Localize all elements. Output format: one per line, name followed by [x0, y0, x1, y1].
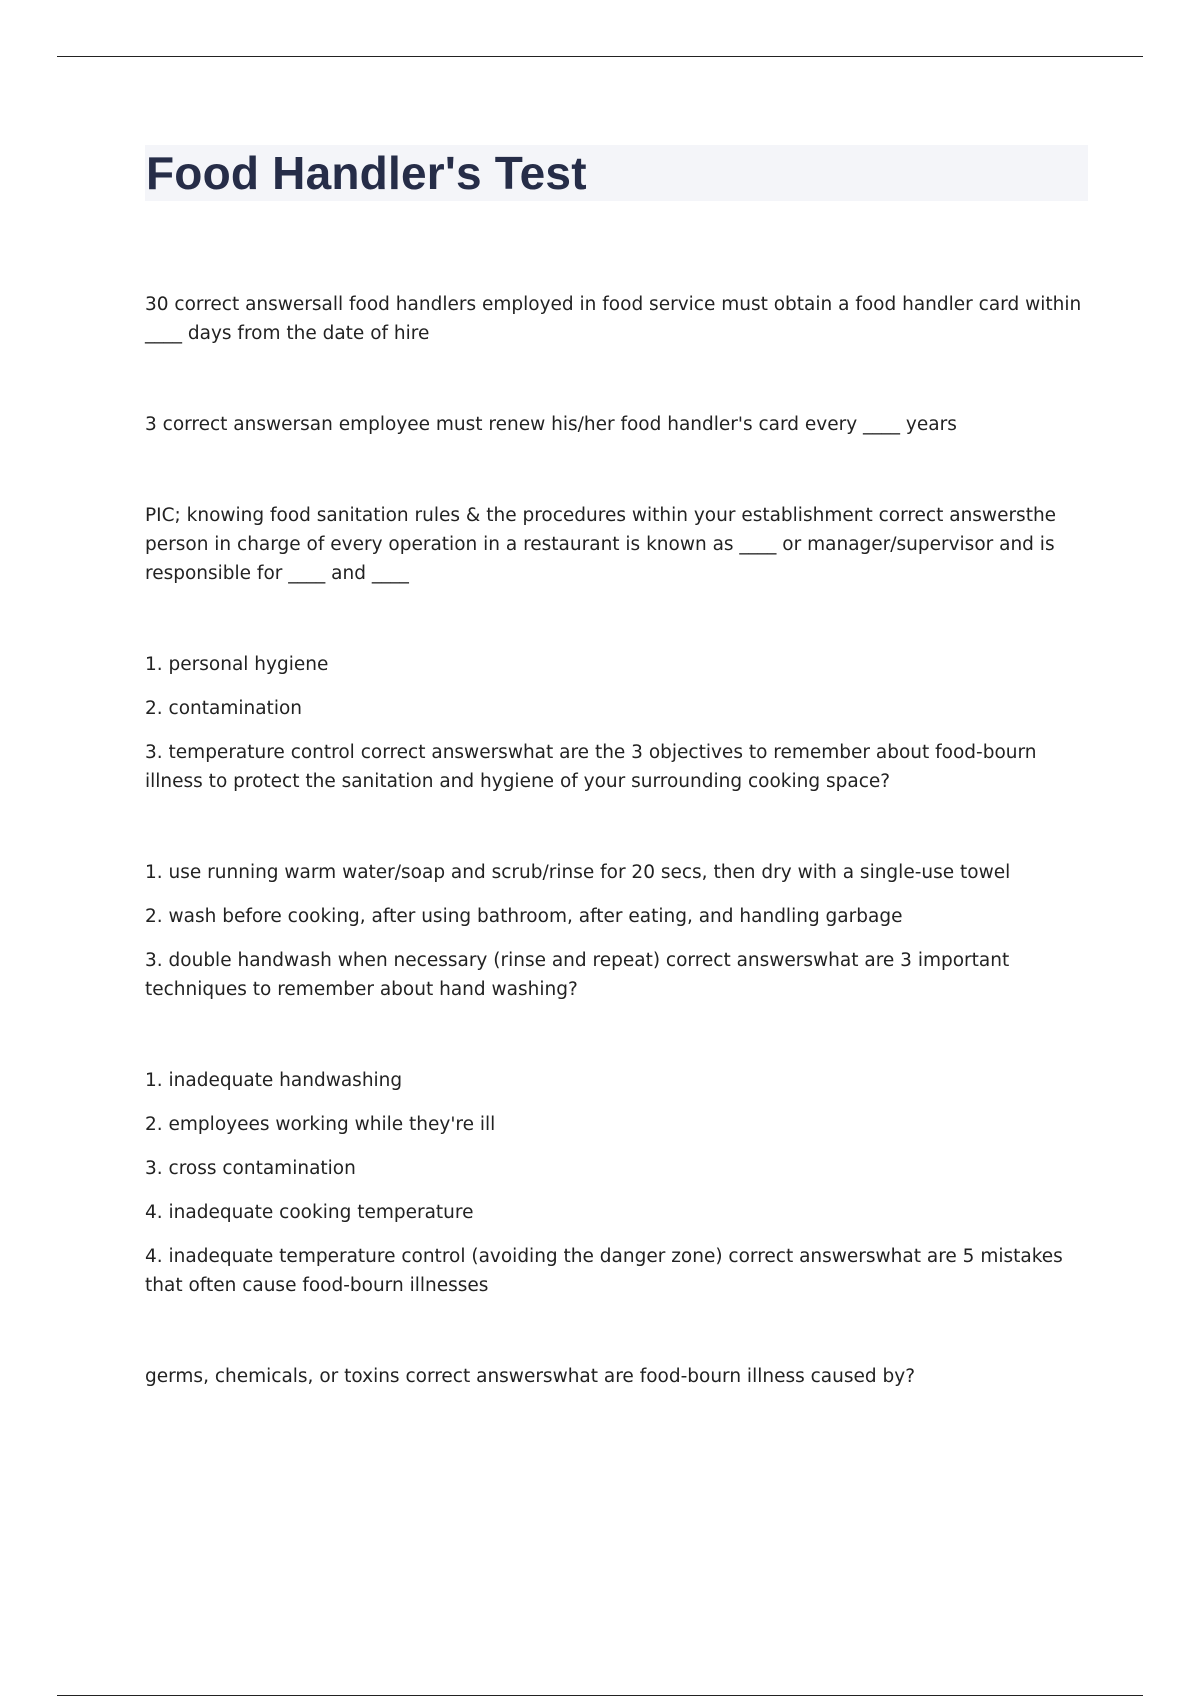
flashcard	[145, 410, 1090, 439]
card-line: 3. temperature control correct answerswhat are the 3 objectives to remember about food-bourn illness to protect the sanitation and hygiene of your surrounding cooking space?	[145, 742, 1037, 792]
card-line: 3. cross contamination	[145, 1158, 356, 1179]
card-line: 1. personal hygiene	[145, 654, 329, 675]
flashcard	[145, 290, 1090, 348]
page-title: Food Handler's Test	[146, 147, 587, 199]
flashcard	[145, 1362, 1090, 1391]
card-line: 2. wash before cooking, after using bathroom, after eating, and handling garbage	[145, 906, 903, 927]
flashcard	[145, 1066, 1090, 1300]
flashcard	[145, 858, 1090, 1004]
bottom-rule	[57, 1695, 1143, 1696]
flashcard	[145, 650, 1090, 796]
card-line: 1. use running warm water/soap and scrub/rinse for 20 secs, then dry with a single-use towel	[145, 862, 1011, 883]
flashcard-list	[145, 290, 1090, 1406]
card-line: 2. employees working while they're ill	[145, 1114, 496, 1135]
card-line: 2. contamination	[145, 698, 302, 719]
card-line: 4. inadequate temperature control (avoiding the danger zone) correct answerswhat are 5 mistakes that often cause food-bourn illnesses	[145, 1246, 1063, 1296]
top-rule	[57, 56, 1143, 57]
card-line: 1. inadequate handwashing	[145, 1070, 403, 1091]
card-line: germs, chemicals, or toxins correct answerswhat are food-bourn illness caused by?	[145, 1366, 916, 1387]
card-line: PIC; knowing food sanitation rules & the procedures within your establishment correct answersthe person in charge of every operation in a restaurant is known as ____ or manager/supervisor and is responsible for ____ and ____	[145, 505, 1057, 584]
card-line: 3. double handwash when necessary (rinse and repeat) correct answerswhat are 3 important techniques to remember about hand washing?	[145, 950, 1010, 1000]
flashcard	[145, 501, 1090, 588]
card-line: 3 correct answersan employee must renew his/her food handler's card every ____ years	[145, 414, 957, 435]
card-line: 30 correct answersall food handlers employed in food service must obtain a food handler card within ____ days from the date of hire	[145, 294, 1082, 344]
card-line: 4. inadequate cooking temperature	[145, 1202, 474, 1223]
